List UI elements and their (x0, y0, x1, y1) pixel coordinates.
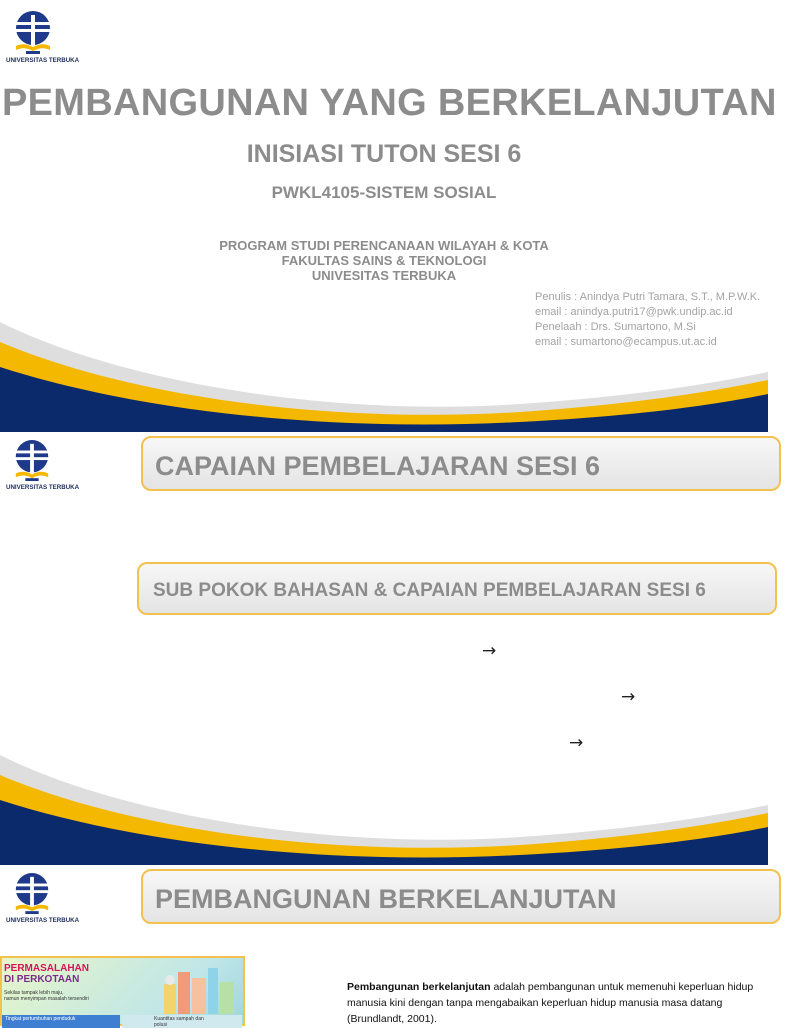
population-growth-bar: Tingkat pertumbuhan penduduk (2, 1015, 120, 1028)
ut-logo (6, 10, 80, 64)
thumbnail-description (4, 990, 89, 1002)
sub-topic-banner: SUB POKOK BAHASAN & CAPAIAN PEMBELAJARAN SESI 6 (137, 562, 777, 615)
right-arrow-icon: → (569, 733, 584, 753)
logo-text: UNIVERSITAS TERBUKA (6, 57, 80, 64)
universitas-terbuka-logo-icon (12, 872, 52, 916)
right-arrow-icon: → (482, 641, 497, 661)
slide-title-banner: CAPAIAN PEMBELAJARAN SESI 6 (141, 436, 781, 491)
reviewer-email: email : sumartono@ecampus.ut.ac.id (535, 336, 717, 348)
city-buildings-illustration (162, 964, 242, 1014)
slide-title-banner: PEMBANGUNAN BERKELANJUTAN (141, 869, 781, 924)
waste-pollution-bar: Kuantitas sampah dan polusi (122, 1015, 242, 1028)
program-info (0, 238, 768, 283)
course-title: PWKL4105-SISTEM SOSIAL (271, 183, 497, 202)
program-line: PROGRAM STUDI PERENCANAAN WILAYAH & KOTA (219, 238, 549, 253)
footer-wave (0, 312, 768, 432)
learning-outcomes-slide (0, 433, 768, 865)
universitas-terbuka-logo-icon (12, 439, 52, 483)
thumbnail-title-line1: PERMASALAHAN (4, 963, 89, 974)
thumbnail-desc-line2: namun menyimpan masalah tersendiri (4, 996, 89, 1002)
definition-text: adalah pembangunan untuk memenuhi keperluan hidup manusia kini dengan tanpa mengabaikan keperluan hidup manusia masa datang (Brundlandt, 2001). (347, 981, 754, 1025)
faculty-line: FAKULTAS SAINS & TEKNOLOGI (281, 253, 487, 268)
ut-logo (6, 439, 80, 491)
urban-problems-thumbnail (0, 956, 245, 1026)
reviewer-line: Penelaah : Drs. Sumartono, M.Si (535, 321, 696, 333)
logo-text: UNIVERSITAS TERBUKA (6, 917, 80, 924)
definition-term: Pembangunan berkelanjutan (347, 981, 491, 993)
definition-paragraph (347, 979, 767, 1027)
ut-logo (6, 872, 80, 924)
presentation-title: PEMBANGUNAN YANG BERKELANJUTAN (2, 82, 777, 124)
thumbnail-title-line2: DI PERKOTAAN (4, 974, 80, 985)
author-line: Penulis : Anindya Putri Tamara, S.T., M.P.W.K. (535, 291, 761, 303)
university-line: UNIVESITAS TERBUKA (311, 268, 457, 283)
universitas-terbuka-logo-icon (12, 10, 54, 56)
sustainable-development-slide (0, 866, 768, 1028)
right-arrow-icon: → (621, 687, 636, 707)
title-slide (0, 0, 777, 432)
thumbnail-desc-line1: Sekilas tampak lebih maju, (4, 990, 64, 996)
author-email: email : anindya.putri17@pwk.undip.ac.id (535, 306, 733, 318)
session-title: INISIASI TUTON SESI 6 (246, 140, 522, 168)
footer-wave (0, 745, 768, 865)
thumbnail-title (4, 963, 89, 985)
logo-text: UNIVERSITAS TERBUKA (6, 484, 80, 491)
